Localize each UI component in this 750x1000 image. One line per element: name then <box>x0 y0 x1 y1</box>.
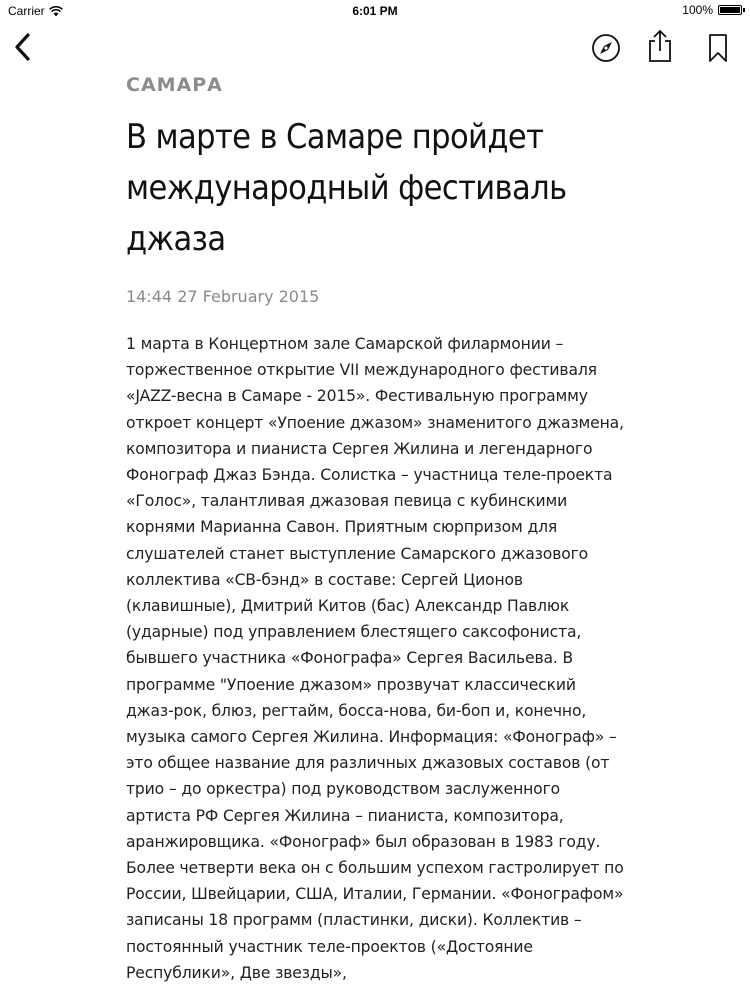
status-bar <box>0 0 750 22</box>
article-category[interactable]: САМАРА <box>126 74 223 96</box>
clock: 6:01 PM <box>352 4 398 18</box>
article-datetime: 14:44 27 February 2015 <box>126 287 320 306</box>
share-button[interactable] <box>646 28 674 64</box>
back-button[interactable] <box>8 30 38 64</box>
article-title: В марте в Самаре пройдет международный фестиваль джаза <box>126 117 567 259</box>
bookmark-button[interactable] <box>704 32 732 64</box>
compass-icon <box>591 33 621 63</box>
chevron-left-icon <box>12 32 34 62</box>
battery-icon <box>718 5 742 15</box>
article-body: 1 марта в Концертном зале Самарской филармонии – торжественное открытие VII международного фестиваля «JAZZ-весна в Самаре - 2015». Фестивальную программу откроет концерт «Упоение джазом» знаменитого джазмена, композитора и пианиста Сергея Жилина и легендарного Фонограф Джаз Бэнда. Солистка – участница теле-проекта «Голос», талантливая джазовая певица с кубинскими корнями Марианна Савон. Приятным сюрпризом для слушателей станет выступление Самарского джазового коллектива «СВ-бэнд» в составе: Сергей Ционов (клавишные), Дмитрий Китов (бас) Александр Павлюк (ударные) под управлением блестящего саксофониста, бывшего участника «Фонографа» Сергея Васильева. В программе "Упоение джазом» прозвучат классический джаз-рок, блюз, регтайм, босса-нова, би-боп и, конечно, музыка самого Сергея Жилина. Информация: «Фонограф» – это общее название для различных джазовых составов (от трио – до оркестра) под руководством заслуженного артиста РФ Сергея Жилина – пианиста, композитора, аранжировщика. «Фонограф» был образован в 1983 году. Более четверти века он с большим успехом гастролирует по России, Швейцарии, США, Италии, Германии. «Фонографом» записаны 18 программ (пластинки, диски). Коллектив – постоянный участник теле-проектов («Достояние Республики», Две звезды», <box>126 335 624 982</box>
carrier-label: Carrier <box>8 4 45 18</box>
open-in-safari-button[interactable] <box>590 32 622 64</box>
share-icon <box>647 29 673 63</box>
battery-indicator <box>682 3 742 17</box>
bookmark-icon <box>707 33 729 63</box>
battery-percent: 100% <box>682 3 713 17</box>
article <box>126 72 626 986</box>
reader-toolbar <box>0 22 750 72</box>
